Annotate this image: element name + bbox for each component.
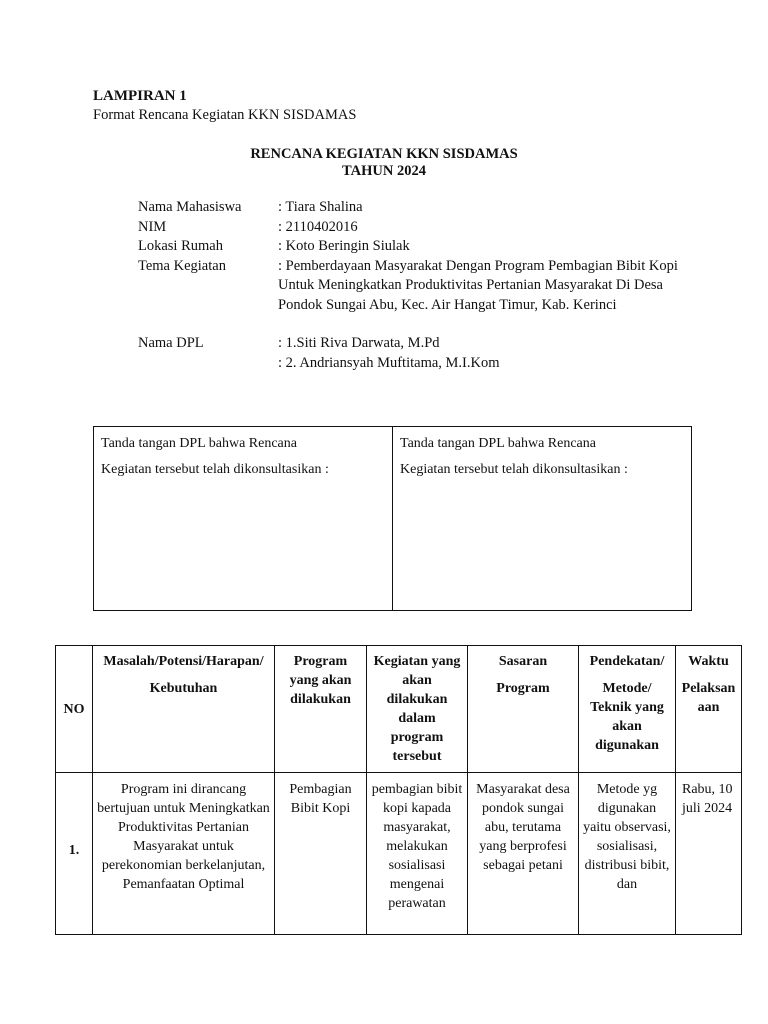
header-no: NO	[56, 646, 93, 773]
title-line-1: RENCANA KEGIATAN KKN SISDAMAS	[250, 146, 518, 162]
info-row-nim	[138, 218, 678, 238]
header-kegiatan: Kegiatan yang akan dilakukan dalam program tersebut	[367, 646, 468, 773]
dpl-label: Nama DPL	[138, 335, 204, 351]
header-waktu-line-1: Waktu	[688, 654, 729, 669]
header-pendekatan-line-1: Pendekatan/	[589, 654, 665, 669]
header-masalah-line-2: Kebutuhan	[149, 681, 218, 696]
header-sasaran	[468, 646, 579, 773]
tema-label: Tema Kegiatan	[138, 257, 226, 274]
title-line-2: TAHUN 2024	[342, 163, 426, 179]
nim-label: NIM	[138, 218, 167, 235]
header-pendekatan-line-2: Metode/ Teknik yang akan digunakan	[590, 681, 664, 753]
info-row-tema	[138, 257, 678, 316]
info-row-nama	[138, 198, 678, 218]
document-title	[0, 146, 768, 180]
tema-value: : Pemberdayaan Masyarakat Dengan Program Pembagian Bibit Kopi Untuk Meningkatkan Produktivitas Pertanian Masyarakat Di Desa Pondok Sungai Abu, Kec. Air Hangat Timur, Kab. Kerinci	[278, 257, 678, 313]
table-row	[56, 773, 742, 935]
header-waktu-line-2: Pelaksanaan	[681, 681, 736, 715]
row-kegiatan: pembagian bibit kopi kapada masyarakat, melakukan sosialisasi mengenai perawatan	[367, 773, 468, 935]
nim-value: : 2110402016	[278, 218, 358, 235]
row-sasaran: Masyarakat desa pondok sungai abu, terutama yang berprofesi sebagai petani	[468, 773, 579, 935]
header-masalah	[93, 646, 275, 773]
header-masalah-line-1: Masalah/Potensi/Harapan/	[103, 654, 264, 669]
header-sasaran-line-1: Sasaran	[498, 654, 548, 669]
header-waktu	[676, 646, 742, 773]
activity-plan-table	[55, 645, 742, 935]
row-pendekatan: Metode yg digunakan yaitu observasi, sosialisasi, distribusi bibit, dan	[579, 773, 676, 935]
format-subtitle: Format Rencana Kegiatan KKN SISDAMAS	[93, 107, 357, 123]
dpl-value-2: : 2. Andriansyah Muftitama, M.I.Kom	[278, 354, 500, 371]
nama-value: : Tiara Shalina	[278, 199, 363, 215]
row-masalah: Program ini dirancang bertujuan untuk Meningkatkan Produktivitas Pertanian Masyarakat untuk perekonomian berkelanjutan, Pemanfaatan Optimal	[93, 773, 275, 935]
header-sasaran-line-2: Program	[496, 681, 550, 696]
signature-right-line-2: Kegiatan tersebut telah dikonsultasikan :	[400, 462, 628, 477]
info-row-dpl-2	[138, 354, 678, 374]
signature-cell-left	[94, 427, 392, 610]
lokasi-value: : Koto Beringin Siulak	[278, 238, 410, 254]
header-pendekatan	[579, 646, 676, 773]
row-program: Pembagian Bibit Kopi	[275, 773, 367, 935]
signature-right-line-1: Tanda tangan DPL bahwa Rencana	[400, 436, 596, 451]
student-info	[138, 198, 678, 373]
signature-left-line-1: Tanda tangan DPL bahwa Rencana	[101, 436, 297, 451]
signature-cell-right	[392, 427, 691, 610]
row-waktu: Rabu, 10 juli 2024	[676, 773, 742, 935]
nama-label: Nama Mahasiswa	[138, 199, 242, 215]
info-row-dpl	[138, 334, 678, 354]
row-no: 1.	[56, 773, 93, 935]
table-header-row	[56, 646, 742, 773]
lampiran-title: LAMPIRAN 1	[93, 88, 187, 104]
info-row-lokasi	[138, 237, 678, 257]
header-program: Program yang akan dilakukan	[275, 646, 367, 773]
dpl-value-1: : 1.Siti Riva Darwata, M.Pd	[278, 335, 440, 351]
lokasi-label: Lokasi Rumah	[138, 238, 223, 254]
signature-left-line-2: Kegiatan tersebut telah dikonsultasikan :	[101, 462, 329, 477]
signature-box	[93, 426, 692, 611]
